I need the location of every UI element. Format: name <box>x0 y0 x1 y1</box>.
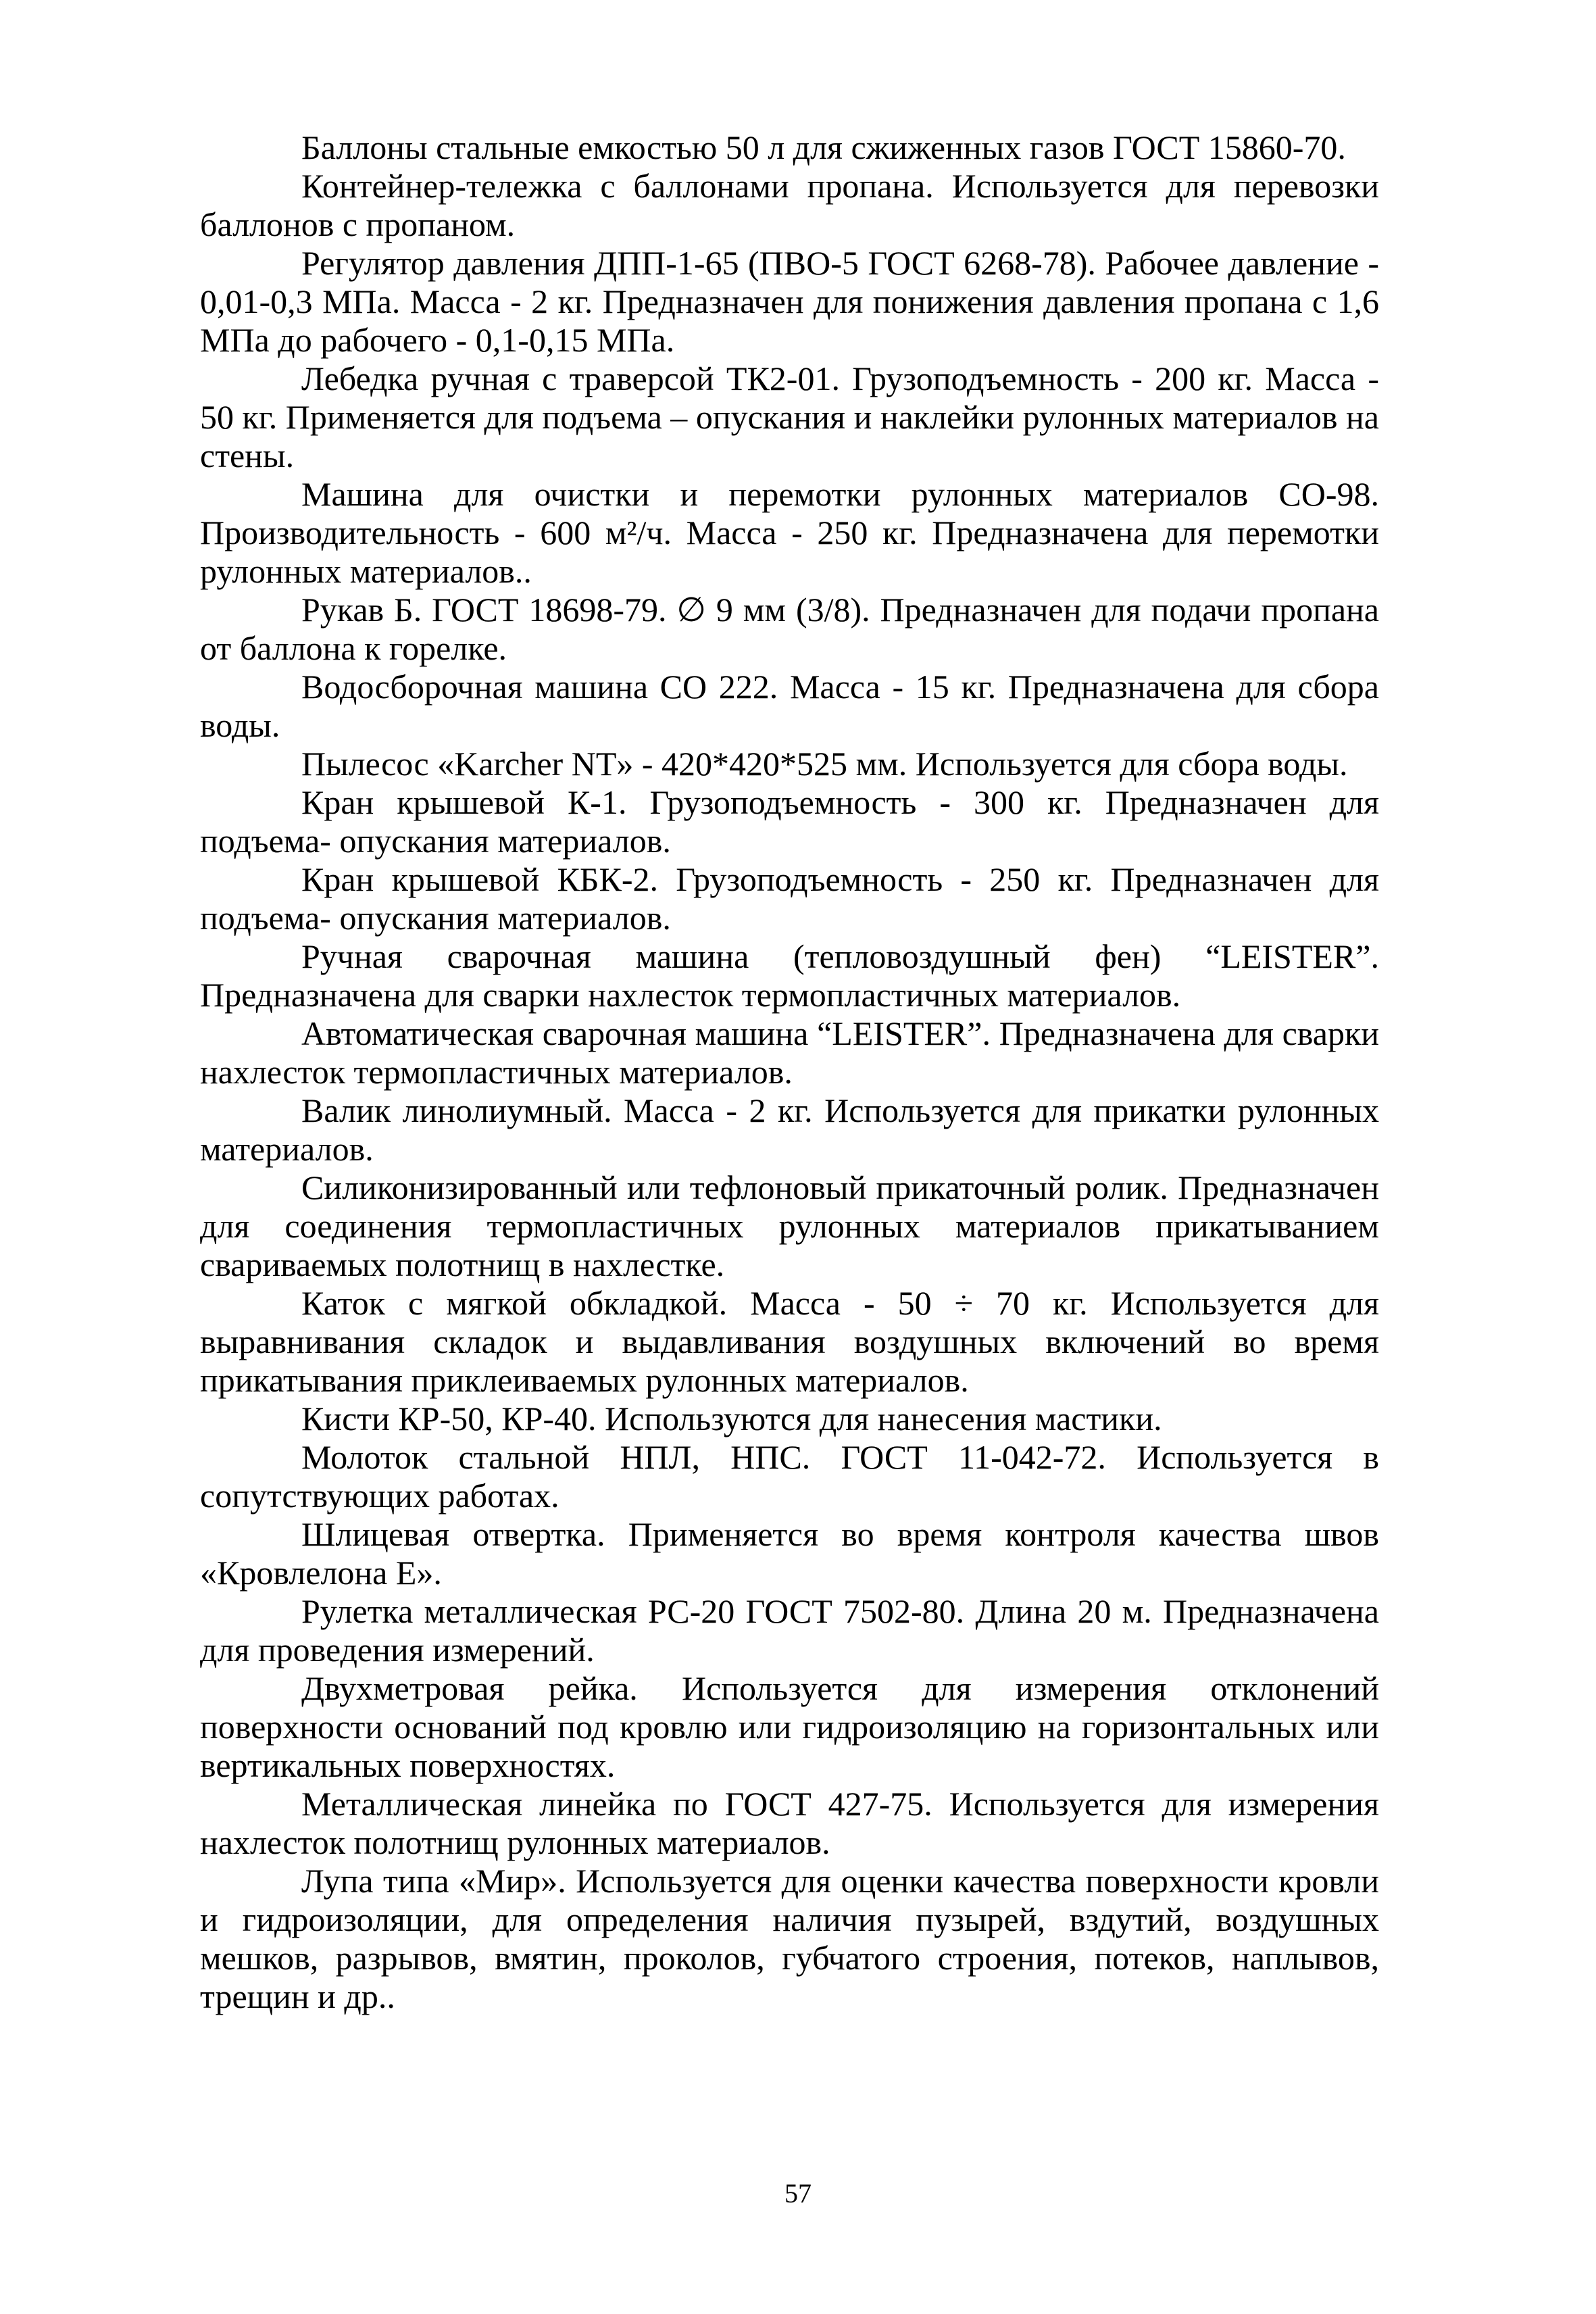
paragraph: Баллоны стальные емкостью 50 л для сжиженных газов ГОСТ 15860-70. <box>301 128 1346 166</box>
paragraph: Машина для очистки и перемотки рулонных материалов СО-98. Производительность - 600 м²/ч. Масса - 250 кг. Предназначена для перемотки рулонных материалов.. <box>200 475 1379 590</box>
paragraph: Пылесос «Karcher NT» - 420*420*525 мм. Используется для сбора воды. <box>301 745 1348 783</box>
paragraph: Кран крышевой К-1. Грузоподъемность - 300 кг. Предназначен для подъема- опускания материалов. <box>200 783 1379 860</box>
paragraph: Кисти КР-50, КР-40. Используются для нанесения мастики. <box>301 1400 1162 1437</box>
paragraph: Рукав Б. ГОСТ 18698-79. ∅ 9 мм (3/8). Предназначен для подачи пропана от баллона к горелке. <box>200 591 1379 667</box>
paragraph: Лупа типа «Мир». Используется для оценки качества поверхности кровли и гидроизоляции, для определения наличия пузырей, вздутий, воздушных мешков, разрывов, вмятин, проколов, губчатого строения, потеков, наплывов, трещин и др.. <box>200 1862 1379 2015</box>
paragraph: Водосборочная машина СО 222. Масса - 15 кг. Предназначена для сбора воды. <box>200 668 1379 744</box>
paragraph: Каток с мягкой обкладкой. Масса - 50 ÷ 70 кг. Используется для выравнивания складок и выдавливания воздушных включений во время прикатывания приклеиваемых рулонных материалов. <box>200 1284 1379 1399</box>
paragraph: Рулетка металлическая РС-20 ГОСТ 7502-80. Длина 20 м. Предназначена для проведения измерений. <box>200 1592 1379 1669</box>
paragraph: Двухметровая рейка. Используется для измерения отклонений поверхности оснований под кровлю или гидроизоляцию на горизонтальных или вертикальных поверхностях. <box>200 1669 1379 1784</box>
paragraph: Лебедка ручная с траверсой ТК2-01. Грузоподъемность - 200 кг. Масса - 50 кг. Применяется для подъема – опускания и наклейки рулонных материалов на стены. <box>200 360 1379 474</box>
paragraph: Кран крышевой КБК-2. Грузоподъемность - 250 кг. Предназначен для подъема- опускания материалов. <box>200 860 1379 937</box>
paragraph: Регулятор давления ДПП-1-65 (ПВО-5 ГОСТ 6268-78). Рабочее давление - 0,01-0,3 МПа. Масса - 2 кг. Предназначен для понижения давления пропана с 1,6 МПа до рабочего - 0,1-0,15 МПа. <box>200 244 1379 359</box>
paragraph: Молоток стальной НПЛ, НПС. ГОСТ 11-042-72. Используется в сопутствующих работах. <box>200 1438 1379 1515</box>
paragraph: Автоматическая сварочная машина “LEISTER”. Предназначена для сварки нахлесток термопластичных материалов. <box>200 1014 1379 1091</box>
paragraph: Шлицевая отвертка. Применяется во время контроля качества швов «Кровлелона Е». <box>200 1515 1379 1592</box>
paragraph: Металлическая линейка по ГОСТ 427-75. Используется для измерения нахлесток полотнищ рулонных материалов. <box>200 1785 1379 1861</box>
paragraph: Ручная сварочная машина (тепловоздушный фен) “LEISTER”. Предназначена для сварки нахлесток термопластичных материалов. <box>200 937 1379 1014</box>
paragraph: Силиконизированный или тефлоновый прикаточный ролик. Предназначен для соединения термопластичных рулонных материалов прикатыванием свариваемых полотнищ в нахлестке. <box>200 1168 1379 1283</box>
page-body <box>200 128 1379 2016</box>
paragraph: Валик линолиумный. Масса - 2 кг. Используется для прикатки рулонных материалов. <box>200 1091 1379 1168</box>
paragraph: Контейнер-тележка с баллонами пропана. Используется для перевозки баллонов с пропаном. <box>200 167 1379 243</box>
page-number: 57 <box>784 2178 812 2209</box>
